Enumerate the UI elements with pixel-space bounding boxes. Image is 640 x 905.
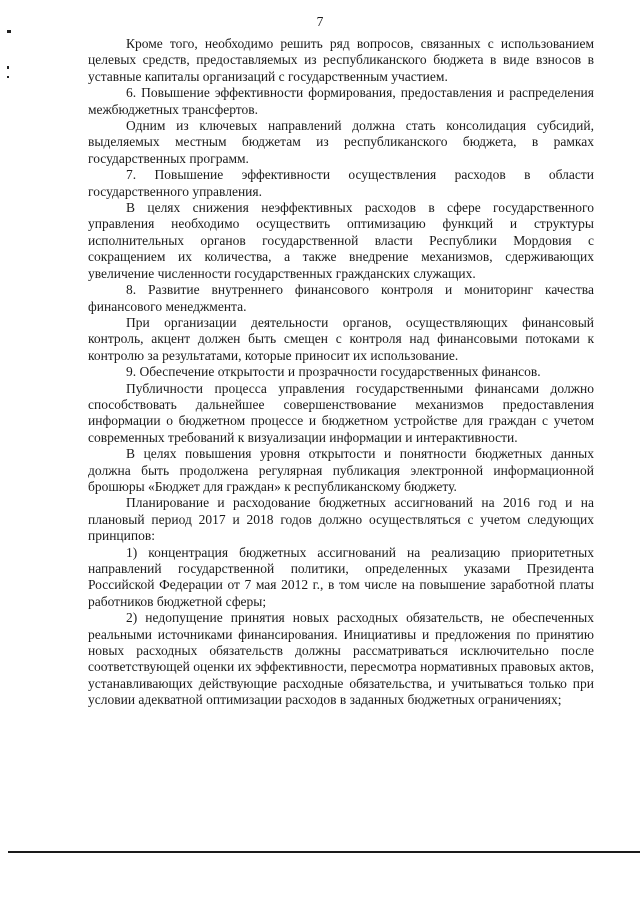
scan-mark: [7, 76, 9, 78]
paragraph: В целях снижения неэффективных расходов в сфере государственного управления необходимо осуществить оптимизацию функций и структуры исполнительных органов государственной власти Республики Мордовия с сокращением их количества, а также внедрение механизмов, сдерживающих увеличение численности государственных гражданских служащих.: [88, 200, 594, 281]
section-heading: 8. Развитие внутреннего финансового контроля и мониторинг качества финансового менеджмента.: [88, 282, 594, 314]
paragraph: Одним из ключевых направлений должна стать консолидация субсидий, выделяемых местным бюджетам из республиканского бюджета, в рамках государственных программ.: [88, 118, 594, 166]
section-heading: 9. Обеспечение открытости и прозрачности государственных финансов.: [126, 364, 541, 380]
scan-mark: [7, 66, 9, 69]
document-body: [88, 36, 594, 709]
section-heading: 6. Повышение эффективности формирования, предоставления и распределения межбюджетных трансфертов.: [88, 85, 594, 117]
scan-mark: [7, 30, 11, 33]
list-item: 2) недопущение принятия новых расходных обязательств, не обеспеченных реальными источниками финансирования. Инициативы и предложения по принятию новых расходных обязательств должны рассматриваться исключительно после соответствующей оценки их эффективности, пересмотра нормативных правовых актов, устанавливающих действующие расходные обязательства, и учитываться только при условии адекватной оптимизации расходов в заданных бюджетных ограничениях;: [88, 610, 594, 708]
paragraph: Кроме того, необходимо решить ряд вопросов, связанных с использованием целевых средств, предоставляемых из республиканского бюджета в виде взносов в уставные капиталы организаций с государственным участием.: [88, 36, 594, 84]
list-item: 1) концентрация бюджетных ассигнований на реализацию приоритетных направлений государственной политики, определенных указами Президента Российской Федерации от 7 мая 2012 г., в том числе на повышение заработной платы работников бюджетной сферы;: [88, 544, 594, 609]
page-number: 7: [316, 14, 324, 29]
paragraph: В целях повышения уровня открытости и понятности бюджетных данных должна быть продолжена регулярная публикация электронной информационной брошюры «Бюджет для граждан» к республиканскому бюджету.: [88, 446, 594, 494]
bottom-rule: [8, 851, 640, 853]
paragraph: При организации деятельности органов, осуществляющих финансовый контроль, акцент должен быть смещен с контроля над финансовыми потоками к контролю за результатами, которые приносит их использование.: [88, 314, 594, 363]
paragraph: Публичности процесса управления государственными финансами должно способствовать дальнейшее совершенствование механизмов предоставления информации о бюджетном процессе и бюджетном устройстве для граждан с учетом современных требований к визуализации информации и интерактивности.: [88, 380, 594, 445]
paragraph: Планирование и расходование бюджетных ассигнований на 2016 год и на плановый период 2017 и 2018 годов должно осуществляться с учетом следующих принципов:: [88, 495, 594, 544]
section-heading: 7. Повышение эффективности осуществления расходов в области государственного управления.: [88, 167, 594, 199]
